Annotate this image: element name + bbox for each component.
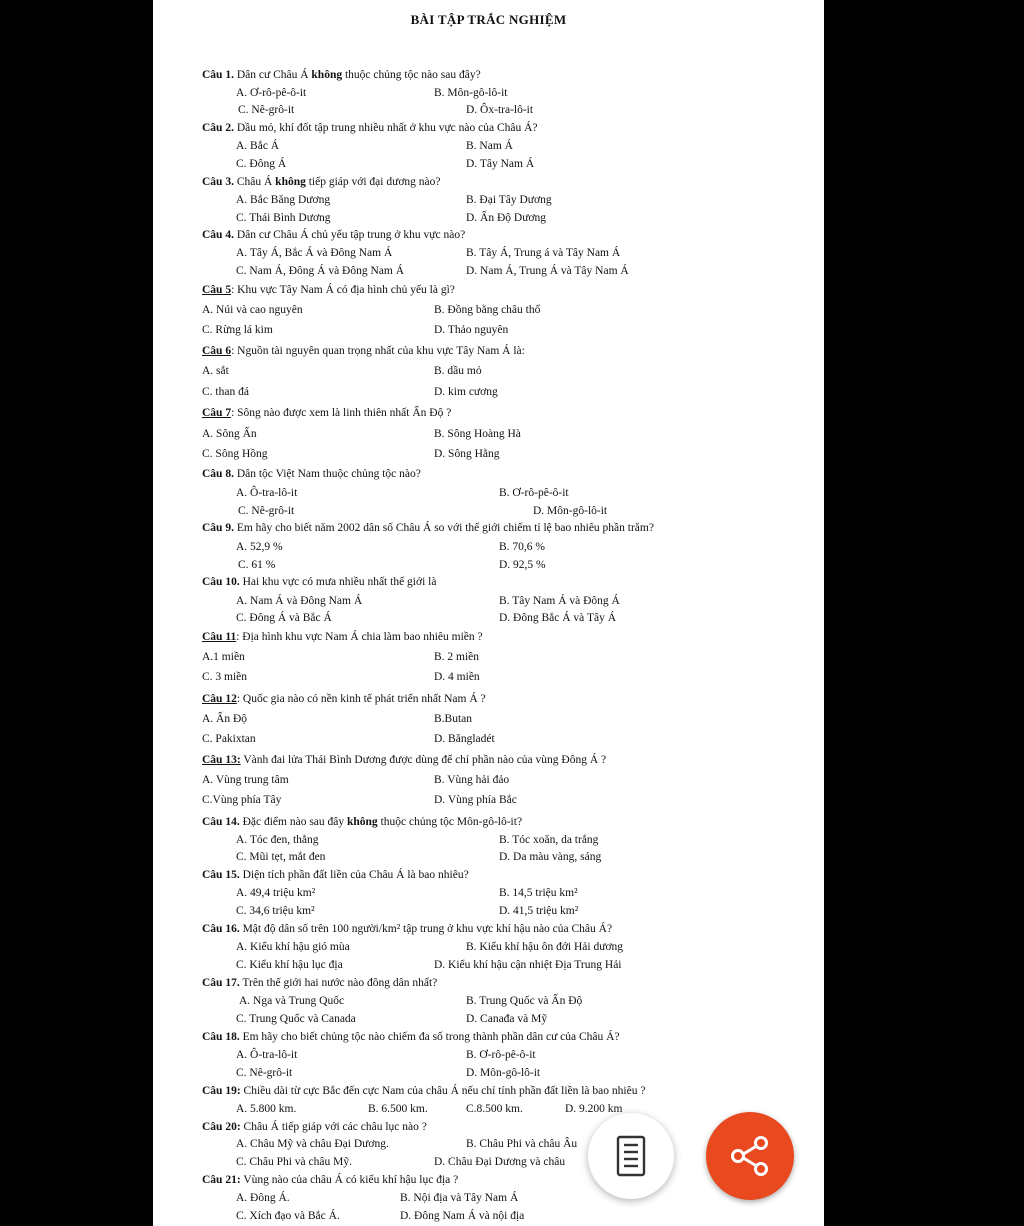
option-b: B. dầu mỏ: [434, 365, 482, 377]
question-text: : Quốc gia nào có nền kinh tế phát triển nhất Nam Á ?: [236, 693, 486, 705]
question-17: [202, 976, 437, 990]
option-b: B. Môn-gô-lô-it: [434, 87, 508, 99]
option-c: C. Xích đạo và Bắc Á.: [236, 1210, 340, 1222]
option-a: A. Ấn Độ: [202, 713, 248, 725]
option-d: D. Môn-gô-lô-it: [533, 505, 608, 517]
option-b: B. Nam Á: [466, 140, 513, 152]
option-a: A. Nam Á và Đông Nam Á: [236, 595, 363, 607]
option-b: B. Nội địa và Tây Nam Á: [400, 1192, 519, 1204]
question-6: [202, 344, 525, 358]
question-label: Câu 12: [202, 693, 237, 705]
option-c: C. Mũi tẹt, mắt đen: [236, 851, 326, 863]
question-text: : Nguồn tài nguyên quan trọng nhất của khu vực Tây Nam Á là:: [231, 345, 525, 357]
question-text-end: thuộc chủng tộc nào sau đây?: [342, 69, 481, 81]
document-icon: [616, 1135, 646, 1177]
question-keyword: không: [347, 816, 378, 828]
option-a: A. Tây Á, Bắc Á và Đông Nam Á: [236, 247, 393, 259]
question-3: [202, 175, 441, 189]
question-label: Câu 8.: [202, 468, 234, 480]
question-label: Câu 10.: [202, 576, 240, 588]
question-text: Dân tộc Việt Nam thuộc chủng tộc nào?: [233, 468, 421, 480]
question-16: [202, 922, 612, 936]
question-label: Câu 9.: [202, 522, 234, 534]
option-c: C. Rừng lá kim: [202, 324, 273, 336]
option-b: B. Đồng bằng châu thổ: [434, 304, 541, 316]
option-d: D. Ôx-tra-lô-it: [466, 104, 534, 116]
option-c: C. than đá: [202, 386, 249, 398]
option-d: D. 92,5 %: [499, 559, 546, 571]
question-keyword: không: [311, 69, 343, 81]
option-d: D. 9.200 km: [565, 1103, 623, 1115]
option-d: D. Nam Á, Trung Á và Tây Nam Á: [466, 265, 629, 277]
question-keyword: không: [275, 176, 306, 188]
option-b: B. 2 miền: [434, 651, 480, 663]
option-b: B.Butan: [434, 713, 473, 725]
option-c: C. Thái Bình Dương: [236, 212, 331, 224]
share-button[interactable]: [706, 1112, 794, 1200]
question-label: Câu 15.: [202, 869, 240, 881]
question-10: [202, 575, 436, 589]
option-c: C. 61 %: [238, 559, 276, 571]
question-text: Dân cư Châu Á chủ yếu tập trung ở khu vực nào?: [233, 229, 466, 241]
question-label: Câu 14.: [202, 816, 240, 828]
question-text-end: tiếp giáp với đại dương nào?: [305, 176, 441, 188]
question-text: Dầu mỏ, khí đốt tập trung nhiều nhất ở khu vực nào của Châu Á?: [233, 122, 538, 134]
option-a: A. Bắc Băng Dương: [236, 194, 331, 206]
option-a: A. Tóc đen, thẳng: [236, 834, 319, 846]
question-15: [202, 868, 469, 882]
option-a: A. Vùng trung tâm: [202, 774, 289, 786]
option-a: A. Ơ-rô-pê-ô-it: [236, 87, 307, 99]
option-c: C. Kiểu khí hậu lục địa: [236, 959, 343, 971]
option-b: B. 6.500 km.: [368, 1103, 428, 1115]
option-a: A. Ô-tra-lô-it: [236, 1049, 298, 1061]
question-text: Vùng nào của châu Á có kiểu khí hậu lục địa ?: [240, 1174, 459, 1186]
question-text: Mật độ dân số trên 100 người/km² tập trung ở khu vực khí hậu nào của Châu Á?: [239, 923, 613, 935]
question-text: Vành đai lửa Thái Bình Dương được dùng để chỉ phần nào của vùng Đông Á ?: [240, 754, 607, 766]
question-12: [202, 692, 486, 706]
question-label: Câu 1.: [202, 69, 234, 81]
option-d: D. Vùng phía Bắc: [434, 794, 517, 806]
option-d: D. Băngladét: [434, 733, 495, 745]
option-c: C. 34,6 triệu km²: [236, 905, 315, 917]
option-b: B. Ơ-rô-pê-ô-it: [499, 487, 569, 499]
option-c: C. Đông Á: [236, 158, 287, 170]
option-b: B. 70,6 %: [499, 541, 545, 553]
question-label: Câu 11: [202, 631, 237, 643]
question-4: [202, 228, 465, 242]
question-text: Diện tích phần đất liền của Châu Á là bao nhiêu?: [239, 869, 469, 881]
option-a: A. Sông Ấn: [202, 428, 257, 440]
question-8: [202, 467, 421, 481]
question-label: Câu 7: [202, 407, 232, 419]
option-d: D. Da màu vàng, sáng: [499, 851, 602, 863]
question-7: [202, 406, 451, 420]
option-b: B. Tây Á, Trung á và Tây Nam Á: [466, 247, 621, 259]
option-d: D. Canađa và Mỹ: [466, 1013, 548, 1025]
option-a: A. Nga và Trung Quốc: [239, 995, 345, 1007]
question-label: Câu 21:: [202, 1174, 241, 1186]
option-d: D. 4 miền: [434, 671, 480, 683]
option-c: C. Trung Quốc và Canada: [236, 1013, 356, 1025]
option-b: B. Sông Hoàng Hà: [434, 428, 521, 440]
option-a: A. Châu Mỹ và châu Đại Dương.: [236, 1138, 389, 1150]
question-text: : Địa hình khu vực Nam Á chia làm bao nhiêu miền ?: [236, 631, 483, 643]
question-13: [202, 753, 606, 767]
question-text: Chiều dài từ cực Bắc đến cực Nam của châu Á nếu chỉ tính phần đất liền là bao nhiêu ?: [240, 1085, 646, 1097]
question-label: Câu 19:: [202, 1085, 241, 1097]
option-a: A. 49,4 triệu km²: [236, 887, 316, 899]
option-a: A.1 miền: [202, 651, 245, 663]
question-20: [202, 1120, 427, 1134]
question-11: [202, 630, 483, 644]
question-label: Câu 3.: [202, 176, 234, 188]
option-a: A. Đông Á.: [236, 1192, 290, 1204]
question-text: Dân cư Châu Á: [233, 69, 312, 81]
option-d: D. Môn-gô-lô-it: [466, 1067, 541, 1079]
question-text: Em hãy cho biết chủng tộc nào chiếm đa số trong thành phần dân cư của Châu Á?: [239, 1031, 620, 1043]
share-icon: [728, 1134, 772, 1178]
question-label: Câu 4.: [202, 229, 234, 241]
option-d: D. kim cương: [434, 386, 498, 398]
question-14: [202, 815, 522, 829]
option-a: A. Bắc Á: [236, 140, 280, 152]
question-text: Châu Á tiếp giáp với các châu lục nào ?: [240, 1121, 427, 1133]
option-b: B. Trung Quốc và Ấn Độ: [466, 995, 583, 1007]
option-c: C. Nê-grô-it: [238, 104, 295, 116]
option-d: D. Đông Bắc Á và Tây Á: [499, 612, 616, 624]
question-1: [202, 68, 481, 82]
question-text-end: thuộc chủng tộc Môn-gô-lô-it?: [377, 816, 523, 828]
question-21: [202, 1173, 458, 1187]
option-b: B. 14,5 triệu km²: [499, 887, 578, 899]
option-c: C. Nê-grô-it: [238, 505, 295, 517]
question-18: [202, 1030, 620, 1044]
option-c: C.Vùng phía Tây: [202, 794, 282, 806]
question-text: Đặc điểm nào sau đây: [239, 816, 347, 828]
question-19: [202, 1084, 645, 1098]
option-d: D. 41,5 triệu km²: [499, 905, 579, 917]
option-b: B. Kiểu khí hậu ôn đới Hải dương: [466, 941, 624, 953]
question-label: Câu 6: [202, 345, 232, 357]
option-b: B. Đại Tây Dương: [466, 194, 552, 206]
option-d: D. Ấn Độ Dương: [466, 212, 547, 224]
option-c: C.8.500 km.: [466, 1103, 523, 1115]
question-label: Câu 18.: [202, 1031, 240, 1043]
option-a: A. 52,9 %: [236, 541, 283, 553]
option-b: B. Châu Phi và châu Âu: [466, 1138, 578, 1150]
question-text: Trên thế giới hai nước nào đông dân nhất?: [239, 977, 438, 989]
option-d: D. Sông Hằng: [434, 448, 500, 460]
option-c: C. Đông Á và Bắc Á: [236, 612, 332, 624]
question-text: : Khu vực Tây Nam Á có địa hình chủ yếu là gì?: [231, 284, 455, 296]
document-title: BÀI TẬP TRẮC NGHIỆM: [410, 12, 567, 27]
option-b: B. Ơ-rô-pê-ô-it: [466, 1049, 536, 1061]
option-c: C. Châu Phi và châu Mỹ.: [236, 1156, 352, 1168]
option-b: B. Tóc xoăn, da trắng: [499, 834, 599, 846]
option-c: C. Pakixtan: [202, 733, 256, 745]
option-c: C. Nam Á, Đông Á và Đông Nam Á: [236, 265, 405, 277]
option-c: C. Nê-grô-it: [236, 1067, 293, 1079]
question-2: [202, 121, 538, 135]
option-d: D. Kiểu khí hậu cận nhiệt Địa Trung Hải: [434, 959, 622, 971]
document-page: [153, 0, 824, 1226]
question-label: Câu 13:: [202, 754, 241, 766]
option-d: D. Châu Đại Dương và châu: [434, 1156, 566, 1168]
option-a: A. Núi và cao nguyên: [202, 304, 303, 316]
question-9: [202, 521, 654, 535]
option-b: B. Vùng hải đảo: [434, 774, 510, 786]
option-d: D. Tây Nam Á: [466, 158, 535, 170]
option-a: A. 5.800 km.: [236, 1103, 297, 1115]
question-label: Câu 16.: [202, 923, 240, 935]
question-label: Câu 2.: [202, 122, 234, 134]
question-text: : Sông nào được xem là linh thiên nhất Ấn Độ ?: [231, 407, 452, 419]
option-c: C. 3 miền: [202, 671, 248, 683]
option-d: D. Thảo nguyên: [434, 324, 509, 336]
question-label: Câu 17.: [202, 977, 240, 989]
option-a: A. sắt: [202, 365, 229, 377]
option-d: D. Đông Nam Á và nội địa: [400, 1210, 525, 1222]
option-a: A. Kiểu khí hậu gió mùa: [236, 941, 350, 953]
question-text: Châu Á: [233, 176, 276, 188]
option-a: A. Ô-tra-lô-it: [236, 487, 298, 499]
question-5: [202, 283, 455, 297]
option-c: C. Sông Hồng: [202, 448, 268, 460]
option-b: B. Tây Nam Á và Đông Á: [499, 595, 620, 607]
question-label: Câu 5: [202, 284, 232, 296]
question-text: Hai khu vực có mưa nhiều nhất thế giới là: [239, 576, 437, 588]
document-view-button[interactable]: [588, 1113, 674, 1199]
question-label: Câu 20:: [202, 1121, 241, 1133]
question-text: Em hãy cho biết năm 2002 dân số Châu Á so với thế giới chiếm tỉ lệ bao nhiêu phần trăm?: [233, 522, 654, 534]
